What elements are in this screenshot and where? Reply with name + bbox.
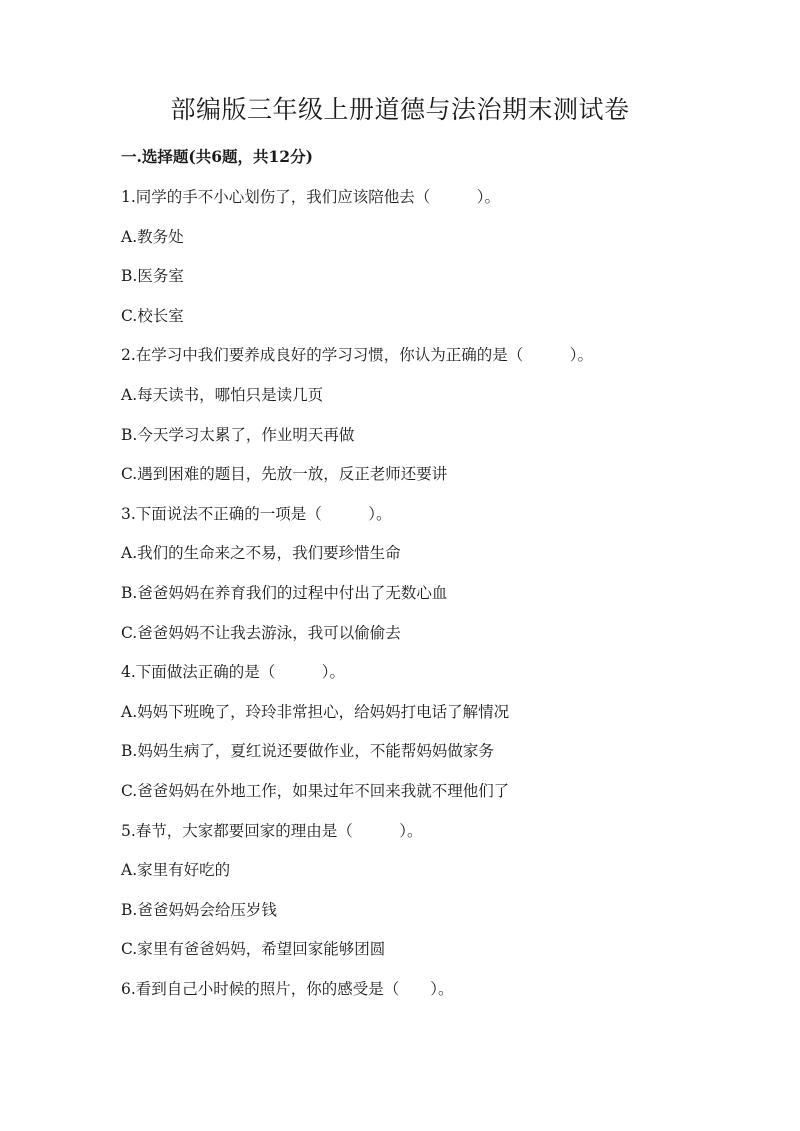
answer-option: C.校长室 <box>121 306 184 325</box>
answer-option: B.今天学习太累了，作业明天再做 <box>121 425 355 444</box>
answer-option: A.我们的生命来之不易，我们要珍惜生命 <box>121 544 401 563</box>
section-heading: 一.选择题(共6题，共12分) <box>121 147 313 166</box>
answer-option: A.家里有好吃的 <box>121 861 231 880</box>
document-title: 部编版三年级上册道德与法治期末测试卷 <box>170 95 630 124</box>
question-stem: 3.下面说法不正确的一项是（ ）。 <box>121 504 392 523</box>
answer-option: A.教务处 <box>121 227 184 246</box>
question-stem: 2.在学习中我们要养成良好的学习习惯，你认为正确的是（ ）。 <box>121 346 594 365</box>
answer-option: B.妈妈生病了，夏红说还要做作业，不能帮妈妈做家务 <box>121 742 494 761</box>
question-stem: 6.看到自己小时候的照片，你的感受是（ ）。 <box>121 979 454 998</box>
answer-option: C.遇到困难的题目，先放一放，反正老师还要讲 <box>121 465 448 484</box>
answer-option: A.每天读书，哪怕只是读几页 <box>121 385 324 404</box>
answer-option: C.爸爸妈妈在外地工作，如果过年不回来我就不理他们了 <box>121 781 510 800</box>
question-stem: 5.春节，大家都要回家的理由是（ ）。 <box>121 821 423 840</box>
question-stem: 1.同学的手不小心划伤了，我们应该陪他去（ ）。 <box>121 188 501 206</box>
question-stem: 4.下面做法正确的是（ ）。 <box>121 663 346 682</box>
question-list <box>121 186 741 1017</box>
answer-option: A.妈妈下班晚了，玲玲非常担心，给妈妈打电话了解情况 <box>121 702 510 721</box>
answer-option: B.爸爸妈妈在养育我们的过程中付出了无数心血 <box>121 583 448 602</box>
answer-option: C.爸爸妈妈不让我去游泳，我可以偷偷去 <box>121 623 401 642</box>
answer-option: B.爸爸妈妈会给压岁钱 <box>121 900 277 919</box>
answer-option: C.家里有爸爸妈妈，希望回家能够团圆 <box>121 940 386 959</box>
answer-option: B.医务室 <box>121 267 184 286</box>
